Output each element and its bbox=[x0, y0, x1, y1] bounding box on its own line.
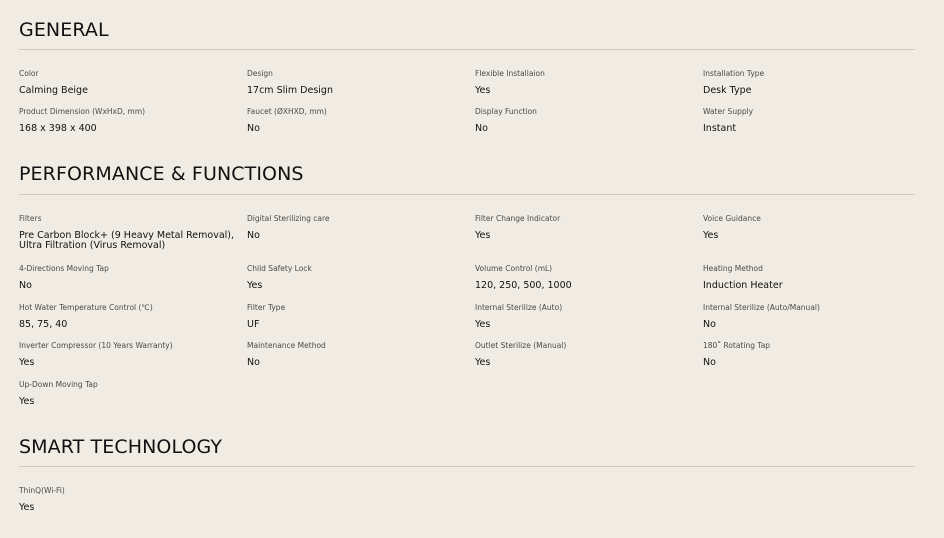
section-divider bbox=[19, 466, 915, 467]
spec-value: No bbox=[247, 230, 260, 241]
spec-label: Voice Guidance bbox=[703, 214, 761, 223]
spec-value: 168 x 398 x 400 bbox=[19, 123, 97, 134]
spec-value: UF bbox=[247, 319, 260, 330]
spec-item-water-supply bbox=[703, 107, 923, 134]
spec-value: Instant bbox=[703, 123, 737, 134]
spec-label: Filters bbox=[19, 214, 42, 223]
spec-item-volume-control bbox=[475, 264, 695, 291]
spec-value: Yes bbox=[475, 319, 491, 330]
spec-item-internal-sterilize-auto bbox=[475, 303, 695, 330]
spec-value: 120, 250, 500, 1000 bbox=[475, 280, 572, 291]
spec-value: 17cm Slim Design bbox=[247, 85, 333, 96]
spec-item-heating-method bbox=[703, 264, 923, 291]
spec-item-filter-change-indicator bbox=[475, 214, 695, 241]
spec-item-hot-water-temperature-control bbox=[19, 303, 239, 330]
spec-value: No bbox=[19, 280, 32, 291]
spec-value: Yes bbox=[19, 396, 35, 407]
section-title-performance: PERFORMANCE & FUNCTIONS bbox=[19, 163, 304, 185]
spec-label: Up-Down Moving Tap bbox=[19, 380, 98, 389]
spec-label: Filter Change Indicator bbox=[475, 214, 561, 223]
spec-item-product-dimension bbox=[19, 107, 239, 134]
section-divider bbox=[19, 194, 915, 195]
spec-label: Heating Method bbox=[703, 264, 763, 273]
spec-value: Yes bbox=[19, 502, 35, 513]
spec-item-voice-guidance bbox=[703, 214, 923, 241]
spec-value: Yes bbox=[247, 280, 263, 291]
spec-value: No bbox=[703, 357, 716, 368]
spec-label: Color bbox=[19, 69, 39, 78]
spec-label: Water Supply bbox=[703, 107, 754, 116]
spec-item-digital-sterilizing-care bbox=[247, 214, 467, 241]
spec-label: Filter Type bbox=[247, 303, 286, 312]
spec-label: Faucet (ØXHXD, mm) bbox=[247, 107, 327, 116]
spec-item-display-function bbox=[475, 107, 695, 134]
section-title-general: GENERAL bbox=[19, 19, 109, 41]
spec-label: Display Function bbox=[475, 107, 537, 116]
section-title-smart-technology: SMART TECHNOLOGY bbox=[19, 436, 223, 458]
spec-label: Design bbox=[247, 69, 273, 78]
spec-label: Hot Water Temperature Control (℃) bbox=[19, 303, 153, 312]
spec-value: Yes bbox=[475, 357, 491, 368]
spec-value: Desk Type bbox=[703, 85, 752, 96]
spec-item-filter-type bbox=[247, 303, 467, 330]
spec-label: 4-Directions Moving Tap bbox=[19, 264, 109, 273]
spec-value: Yes bbox=[19, 357, 35, 368]
spec-item-filters bbox=[19, 214, 239, 251]
spec-label: Internal Sterilize (Auto) bbox=[475, 303, 563, 312]
spec-label: ThinQ(Wi-Fi) bbox=[19, 486, 65, 495]
spec-item-internal-sterilize-auto-manual bbox=[703, 303, 923, 330]
spec-item-faucet bbox=[247, 107, 467, 134]
spec-value: Induction Heater bbox=[703, 280, 783, 291]
spec-label: Child Safety Lock bbox=[247, 264, 312, 273]
spec-label: 180˚ Rotating Tap bbox=[703, 341, 771, 350]
spec-item-child-safety-lock bbox=[247, 264, 467, 291]
spec-label: Internal Sterilize (Auto/Manual) bbox=[703, 303, 820, 312]
spec-item-4-directions-moving-tap bbox=[19, 264, 239, 291]
spec-item-inverter-compressor bbox=[19, 341, 239, 368]
spec-item-flexible-installation bbox=[475, 69, 695, 96]
spec-label: Digital Sterilizing care bbox=[247, 214, 330, 223]
spec-label: Installation Type bbox=[703, 69, 765, 78]
spec-label: Volume Control (mL) bbox=[475, 264, 553, 273]
spec-item-color bbox=[19, 69, 239, 96]
spec-label: Flexible Installaion bbox=[475, 69, 545, 78]
spec-item-180-rotating-tap bbox=[703, 341, 923, 368]
spec-value: No bbox=[247, 123, 260, 134]
spec-value: Yes bbox=[475, 230, 491, 241]
spec-label: Product Dimension (WxHxD, mm) bbox=[19, 107, 146, 116]
spec-item-design bbox=[247, 69, 467, 96]
spec-item-up-down-moving-tap bbox=[19, 380, 239, 407]
spec-value: Yes bbox=[475, 85, 491, 96]
spec-value: Yes bbox=[703, 230, 719, 241]
section-divider bbox=[19, 49, 915, 50]
spec-label: Maintenance Method bbox=[247, 341, 326, 350]
spec-value: No bbox=[475, 123, 488, 134]
spec-label: Outlet Sterilize (Manual) bbox=[475, 341, 567, 350]
spec-value: 85, 75, 40 bbox=[19, 319, 68, 330]
spec-value: Calming Beige bbox=[19, 85, 88, 96]
spec-item-maintenance-method bbox=[247, 341, 467, 368]
spec-item-installation-type bbox=[703, 69, 923, 96]
spec-item-outlet-sterilize-manual bbox=[475, 341, 695, 368]
spec-value: Pre Carbon Block+ (9 Heavy Metal Removal), Ultra Filtration (Virus Removal) bbox=[19, 230, 235, 251]
spec-value: No bbox=[703, 319, 716, 330]
spec-value: No bbox=[247, 357, 260, 368]
spec-item-thinq-wifi bbox=[19, 486, 239, 513]
spec-label: Inverter Compressor (10 Years Warranty) bbox=[19, 341, 173, 350]
